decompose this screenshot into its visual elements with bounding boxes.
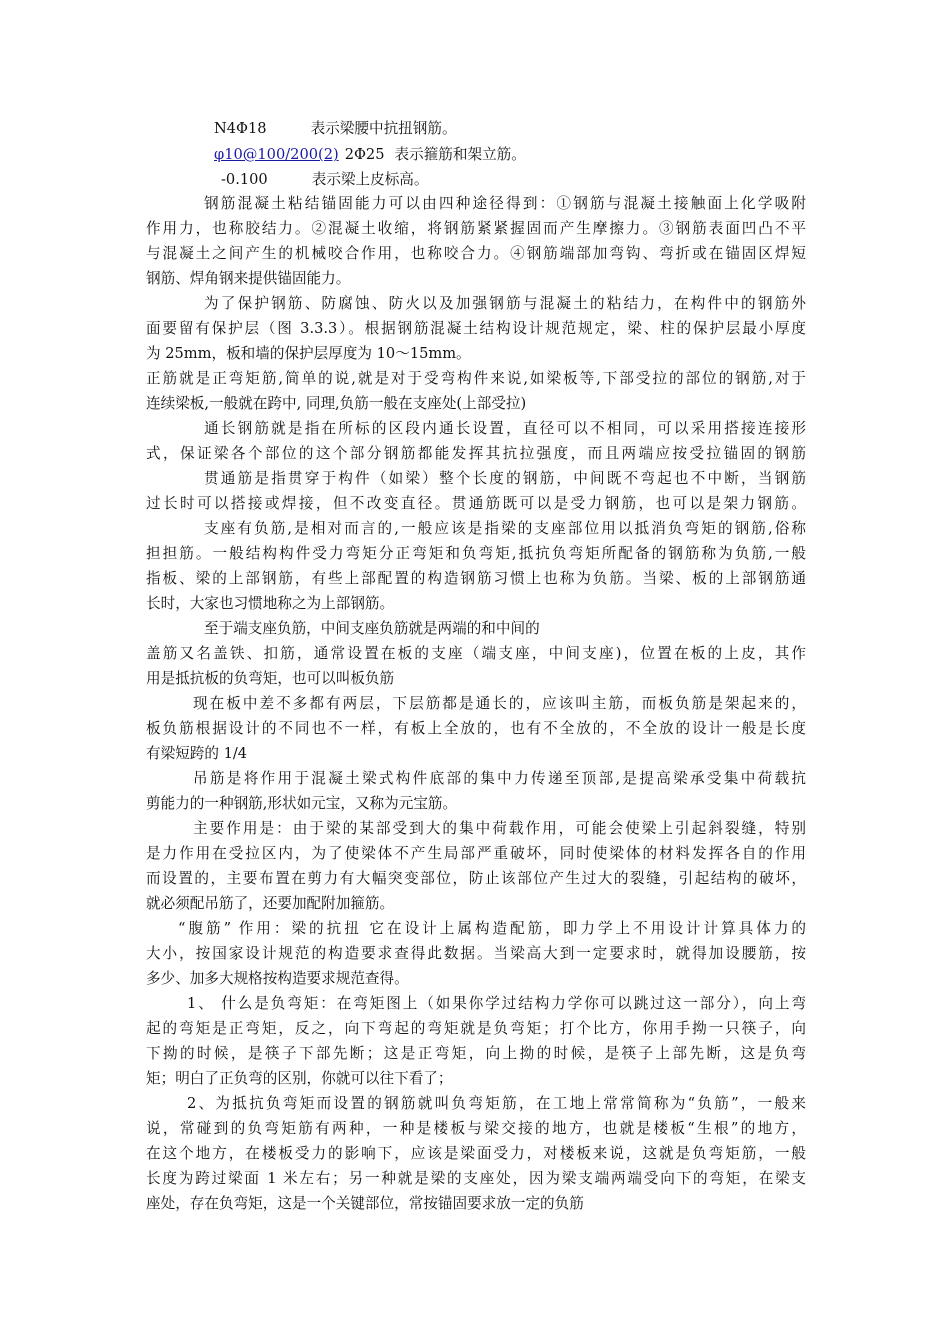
text-line: 支座有负筋,是相对而言的,一般应该是指梁的支座部位用以抵消负弯矩的钢筋,俗称 — [204, 520, 806, 537]
text-line: 现在板中差不多都有两层，下层筋都是通长的，应该叫主筋，而板负筋是架起来的， — [193, 695, 806, 712]
text-line: 过长时可以搭接或焊接，但不改变直径。贯通筋既可以是受力钢筋，也可以是架力钢筋。 — [146, 495, 806, 512]
text-line: 矩；明白了正负弯的区别，你就可以往下看了； — [146, 1070, 453, 1087]
text-line: 为了保护钢筋、防腐蚀、防火以及加强钢筋与混凝土的粘结力，在构件中的钢筋外 — [204, 295, 806, 312]
text-line: 至于端支座负筋，中间支座负筋就是两端的和中间的 — [204, 620, 540, 637]
text-line: 吊筋是将作用于混凝土梁式构件底部的集中力传递至顶部,是提高梁承受集中荷载抗 — [193, 770, 806, 787]
text-line: 多少、加多大规格按构造要求规范查得。 — [146, 970, 409, 987]
text-line: 式，保证梁各个部位的这个部分钢筋都能发挥其抗拉强度，而且两端应按受拉锚固的钢筋 — [146, 445, 806, 462]
text-line: 主要作用是：由于梁的某部受到大的集中荷载作用，可能会使梁上引起斜裂缝，特别 — [193, 820, 806, 837]
text-line: 通长钢筋就是指在所标的区段内通长设置，直径可以不相同，可以采用搭接连接形 — [204, 420, 806, 437]
legend-desc: 表示梁腰中抗扭钢筋。 — [310, 120, 457, 137]
text-line: 起的弯矩是正弯矩，反之，向下弯起的弯矩就是负弯矩；打个比方，你用手拗一只筷子，向 — [146, 1020, 806, 1037]
text-line: “腹筋” 作用：梁的抗扭 它在设计上属构造配筋，即力学上不用设计计算具体力的 — [178, 920, 806, 937]
text-line: 盖筋又名盖铁、扣筋，通常设置在板的支座（端支座，中间支座)，位置在板的上皮，其作 — [146, 645, 806, 662]
text-line: 剪能力的一种钢筋,形状如元宝，又称为元宝筋。 — [146, 795, 458, 812]
text-line: 而设置的，主要布置在剪力有大幅突变部位，防止该部位产生过大的裂缝，引起结构的破坏， — [146, 870, 806, 887]
legend-row — [214, 119, 874, 139]
legend-code: N4Φ18 — [214, 120, 267, 137]
text-line: 在这个地方，在楼板受力的影响下，应该是梁面受力，对楼板来说，这就是负弯矩筋，一般 — [146, 1145, 806, 1162]
legend-row — [221, 170, 881, 190]
text-line: 2、为抵抗负弯矩而设置的钢筋就叫负弯矩筋，在工地上常常简称为“负筋”，一般来 — [187, 1095, 806, 1112]
text-line: 为 25mm，板和墙的保护层厚度为 10～15mm。 — [146, 345, 471, 362]
text-line: 长时，大家也习惯地称之为上部钢筋。 — [146, 595, 395, 612]
text-line: 说，常碰到的负弯矩筋有两种，一种是楼板与梁交接的地方，也就是楼板“生根”的地方， — [146, 1120, 806, 1137]
text-line: 长度为跨过梁面 1 米左右；另一种就是梁的支座处，因为梁支端两端受向下的弯矩，在梁支 — [146, 1170, 806, 1187]
text-line: 担担筋。一般结构构件受力弯矩分正弯矩和负弯矩,抵抗负弯矩所配备的钢筋称为负筋,一般 — [146, 545, 806, 562]
stirrup-link[interactable]: φ10@100/200(2) — [214, 146, 339, 163]
text-line: 钢筋、焊角钢来提供锚固能力。 — [146, 270, 351, 287]
text-line: 大小，按国家设计规范的构造要求查得此数据。当梁高大到一定要求时，就得加设腰筋，按 — [146, 945, 806, 962]
text-line: 1、 什么是负弯矩：在弯矩图上（如果你学过结构力学你可以跳过这一部分），向上弯 — [187, 995, 806, 1012]
text-line: 正筋就是正弯矩筋,简单的说,就是对于受弯构件来说,如梁板等,下部受拉的部位的钢筋,对于 — [146, 370, 806, 387]
text-line: 钢筋混凝土粘结锚固能力可以由四种途径得到：①钢筋与混凝土接触面上化学吸附 — [204, 195, 806, 212]
text-line: 指板、梁的上部钢筋，有些上部配置的构造钢筋习惯上也称为负筋。当梁、板的上部钢筋通 — [146, 570, 806, 587]
legend-desc: 表示梁上皮标高。 — [311, 171, 429, 188]
text-line: 面要留有保护层（图 3.3.3）。根据钢筋混凝土结构设计规范规定，梁、柱的保护层最小厚度 — [146, 320, 806, 337]
text-line: 板负筋根据设计的不同也不一样，有板上全放的，也有不全放的，不全放的设计一般是长度 — [146, 720, 806, 737]
legend-extra: 2Φ25 — [344, 146, 385, 163]
legend-code: -0.100 — [221, 171, 268, 188]
text-line: 作用力，也称胶结力。②混凝土收缩，将钢筋紧紧握固而产生摩擦力。③钢筋表面凹凸不平 — [146, 220, 806, 237]
text-line: 用是抵抗板的负弯矩，也可以叫板负筋 — [146, 670, 395, 687]
text-line: 与混凝土之间产生的机械咬合作用，也称咬合力。④钢筋端部加弯钩、弯折或在锚固区焊短 — [146, 245, 806, 262]
text-line: 就必须配吊筋了，还要加配附加箍筋。 — [146, 895, 395, 912]
legend-desc: 表示箍筋和架立筋。 — [394, 146, 526, 163]
text-line: 座处，存在负弯矩，这是一个关键部位，常按锚固要求放一定的负筋 — [146, 1195, 584, 1212]
text-line: 下拗的时候，是筷子下部先断；这是正弯矩，向上拗的时候，是筷子上部先断，这是负弯 — [146, 1045, 806, 1062]
text-line: 连续梁板,一般就在跨中, 同理,负筋一般在支座处(上部受拉) — [146, 395, 527, 412]
legend-row — [214, 145, 874, 165]
text-line: 贯通筋是指贯穿于构件（如梁）整个长度的钢筋，中间既不弯起也不中断，当钢筋 — [204, 470, 806, 487]
text-line: 是力作用在受拉区内，为了使梁体不产生局部严重破坏，同时使梁体的材料发挥各自的作用 — [146, 845, 806, 862]
text-line: 有梁短跨的 1/4 — [146, 745, 248, 762]
